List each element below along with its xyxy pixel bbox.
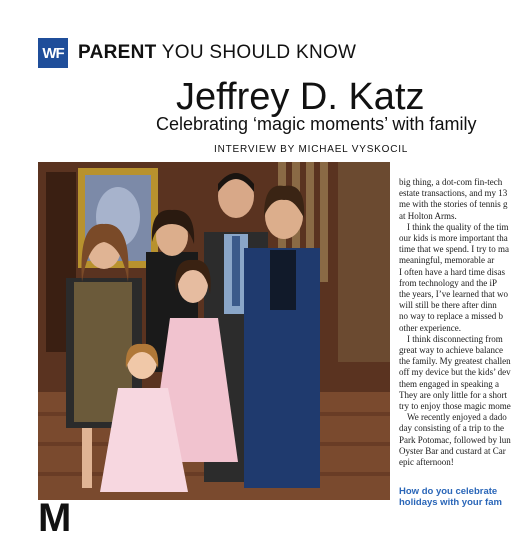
wf-logo: WF (38, 38, 68, 68)
column-line: I think the quality of the tim (407, 221, 509, 232)
column-line: epic afternoon! (399, 457, 454, 468)
article-subtitle: Celebrating ‘magic moments’ with family (156, 114, 477, 134)
column-line: try to enjoy those magic mome (399, 401, 511, 412)
column-line: other experience. (399, 322, 461, 333)
column-line: will still be there after dinn (399, 300, 497, 311)
column-line: from technology and the iP (399, 277, 497, 288)
column-line: I often have a hard time disas (399, 266, 505, 277)
column-line: Oyster Bar and custard at Car (399, 445, 506, 456)
column-line: no way to replace a missed b (399, 311, 503, 322)
column-line: meaningful, memorable ar (399, 255, 495, 266)
question-heading (399, 486, 512, 508)
column-line: We recently enjoyed a dado (407, 412, 507, 423)
column-line: Park Potomac, followed by lun (399, 434, 511, 445)
family-photo (38, 162, 390, 500)
question-line-1: How do you celebrate (399, 486, 498, 497)
section-kicker (78, 42, 356, 64)
kicker-light: YOU SHOULD KNOW (161, 42, 357, 63)
drop-cap: M (38, 496, 72, 540)
article-column (399, 177, 512, 497)
column-line: at Holton Arms. (399, 210, 457, 221)
question-line-2: holidays with your fam (399, 497, 502, 508)
column-line: the years, I’ve learned that wo (399, 289, 508, 300)
byline: INTERVIEW BY MICHAEL VYSKOCIL (214, 144, 409, 155)
column-line: them engaged in speaking a (399, 378, 499, 389)
column-line: day consisting of a trip to the (399, 423, 504, 434)
column-line: I think disconnecting from (407, 333, 503, 344)
column-line: the family. My greatest challen (399, 356, 511, 367)
article-title: Jeffrey D. Katz (176, 76, 425, 118)
kicker-bold: PARENT (78, 42, 157, 63)
column-line: big thing, a dot-com fin-tech (399, 177, 503, 187)
column-line: off my device but the kids’ dev (399, 367, 511, 378)
column-line: time that we spend. I try to ma (399, 244, 509, 255)
column-line: me with the stories of tennis g (399, 199, 508, 210)
column-line: our kids is more important tha (399, 233, 508, 244)
column-line: great way to achieve balance (399, 345, 503, 356)
column-line: estate transactions, and my 13 (399, 188, 508, 199)
column-line: They are only little for a short (399, 389, 507, 400)
